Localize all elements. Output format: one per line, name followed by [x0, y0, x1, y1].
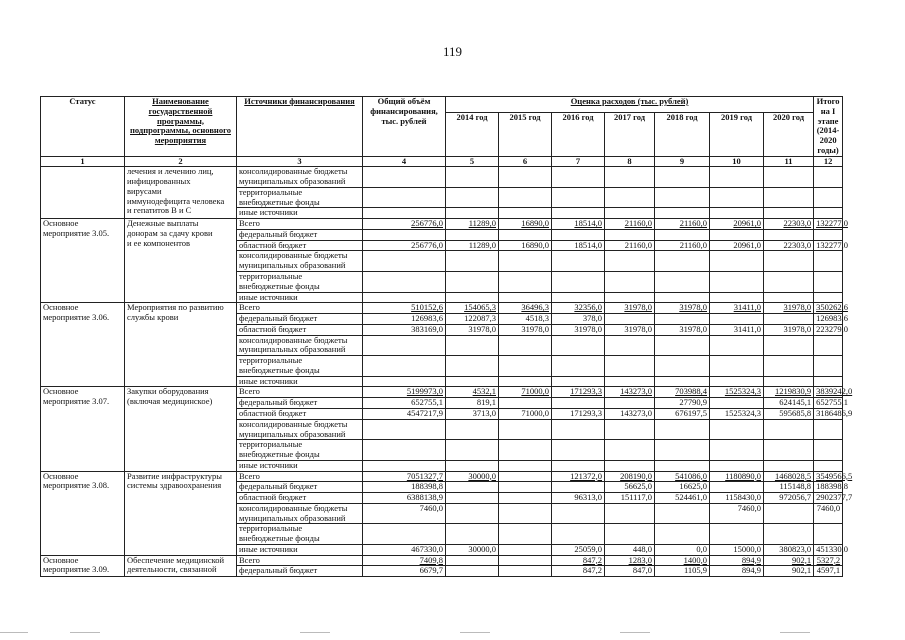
- value-cell: 132277,0: [814, 219, 843, 230]
- name-line: системы здравоохранения: [127, 480, 222, 491]
- column-number: 12: [814, 156, 843, 167]
- measure-code: мероприятие 3.08.: [43, 480, 110, 491]
- source-cell: [237, 251, 363, 272]
- value-cell: 7051327,7: [363, 471, 446, 482]
- value-cell: 31978,0: [446, 324, 499, 335]
- value-cell: 143273,0: [605, 408, 655, 419]
- value-cell: 847,0: [605, 566, 655, 577]
- column-number: 5: [446, 156, 499, 167]
- source-cell: областной бюджет: [237, 493, 363, 504]
- source-cell: областной бюджет: [237, 240, 363, 251]
- value-cell: 21160,0: [605, 240, 655, 251]
- value-cell: 71000,0: [499, 387, 552, 398]
- measure-code: мероприятие 3.09.: [43, 564, 110, 575]
- value-cell: [655, 503, 710, 524]
- value-cell: 6388138,9: [363, 493, 446, 504]
- header-year: 2016 год: [552, 112, 605, 156]
- source-cell: [237, 503, 363, 524]
- name-cell: [125, 219, 237, 303]
- source-cell: областной бюджет: [237, 324, 363, 335]
- value-cell: 31978,0: [605, 303, 655, 314]
- value-cell: 56625,0: [605, 482, 655, 493]
- value-cell: 171293,3: [552, 408, 605, 419]
- value-cell: [446, 555, 499, 566]
- status-label: Основное: [43, 470, 79, 481]
- source-line: внебюджетные фонды: [239, 280, 320, 291]
- source-line: муниципальных образований: [239, 344, 346, 355]
- value-cell: 451330,0: [814, 544, 843, 555]
- status-label: Основное: [43, 554, 79, 565]
- value-cell: 6679,7: [363, 566, 446, 577]
- value-cell: 1468028,5: [764, 471, 814, 482]
- value-cell: 154065,3: [446, 303, 499, 314]
- value-cell: 31978,0: [552, 324, 605, 335]
- value-cell: 1283,0: [605, 555, 655, 566]
- value-cell: [499, 544, 552, 555]
- value-cell: 624145,1: [764, 398, 814, 409]
- value-cell: [552, 482, 605, 493]
- header-year: 2019 год: [710, 112, 764, 156]
- measure-code: мероприятие 3.06.: [43, 312, 110, 323]
- name-line: иммунодефицита человека: [127, 195, 225, 206]
- value-cell: [499, 471, 552, 482]
- value-cell: 96313,0: [552, 493, 605, 504]
- value-cell: 31978,0: [655, 324, 710, 335]
- value-cell: 1158430,0: [710, 493, 764, 504]
- value-cell: 18514,0: [552, 240, 605, 251]
- value-cell: [552, 503, 605, 524]
- value-cell: [710, 482, 764, 493]
- source-line: консолидированные бюджеты: [239, 502, 348, 513]
- source-line: консолидированные бюджеты: [239, 418, 348, 429]
- column-number: 1: [41, 156, 125, 167]
- header-year: 2015 год: [499, 112, 552, 156]
- value-cell: 4518,3: [499, 314, 552, 325]
- value-cell: [605, 503, 655, 524]
- value-cell: 448,0: [605, 544, 655, 555]
- name-line: донорам за сдачу крови: [127, 227, 213, 238]
- header-year: 2018 год: [655, 112, 710, 156]
- value-cell: 902,1: [764, 555, 814, 566]
- header-sources: Источники финансирования: [237, 97, 363, 157]
- scan-line: [300, 632, 330, 633]
- value-cell: [499, 493, 552, 504]
- status-label: Основное: [43, 218, 79, 229]
- scan-line: [70, 632, 100, 633]
- source-cell: [237, 440, 363, 461]
- value-cell: 31411,0: [710, 303, 764, 314]
- source-cell: Всего: [237, 219, 363, 230]
- status-cell: [41, 555, 125, 577]
- source-line: территориальные: [239, 355, 303, 366]
- table-row: [41, 167, 843, 188]
- value-cell: 383169,0: [363, 324, 446, 335]
- value-cell: 4547217,9: [363, 408, 446, 419]
- value-cell: 847,2: [552, 555, 605, 566]
- column-number: 3: [237, 156, 363, 167]
- value-cell: 467330,0: [363, 544, 446, 555]
- source-cell: иные источники: [237, 208, 363, 219]
- value-cell: 223279,0: [814, 324, 843, 335]
- value-cell: 11289,0: [446, 219, 499, 230]
- source-cell: федеральный бюджет: [237, 229, 363, 240]
- source-line: территориальные: [239, 271, 303, 282]
- value-cell: [499, 482, 552, 493]
- value-cell: 350262,6: [814, 303, 843, 314]
- value-cell: 31978,0: [605, 324, 655, 335]
- header-status: Статус: [41, 97, 125, 157]
- table-row: [41, 555, 843, 566]
- value-cell: 972056,7: [764, 493, 814, 504]
- status-cell: [41, 167, 125, 219]
- header-year: 2017 год: [605, 112, 655, 156]
- value-cell: 115148,8: [764, 482, 814, 493]
- value-cell: 188398,8: [814, 482, 843, 493]
- source-cell: [237, 419, 363, 440]
- scan-line: [0, 632, 28, 633]
- value-cell: 122087,3: [446, 314, 499, 325]
- status-label: Основное: [43, 386, 79, 397]
- value-cell: [552, 398, 605, 409]
- value-cell: [446, 493, 499, 504]
- value-cell: 1400,0: [655, 555, 710, 566]
- source-line: внебюджетные фонды: [239, 196, 320, 207]
- table-row: [41, 387, 843, 398]
- table-row: [41, 471, 843, 482]
- name-line: деятельности, связанной: [127, 564, 217, 575]
- header-year: 2014 год: [446, 112, 499, 156]
- value-cell: 1525324,3: [710, 408, 764, 419]
- name-cell: [125, 471, 237, 555]
- source-line: внебюджетные фонды: [239, 449, 320, 460]
- source-cell: [237, 356, 363, 377]
- source-cell: [237, 187, 363, 208]
- source-cell: федеральный бюджет: [237, 314, 363, 325]
- value-cell: [710, 314, 764, 325]
- column-number: 6: [499, 156, 552, 167]
- name-line: Мероприятия по развитию: [127, 302, 224, 313]
- value-cell: 31978,0: [655, 303, 710, 314]
- value-cell: 7460,0: [363, 503, 446, 524]
- value-cell: 847,2: [552, 566, 605, 577]
- value-cell: 25059,0: [552, 544, 605, 555]
- source-cell: иные источники: [237, 544, 363, 555]
- value-cell: 541086,0: [655, 471, 710, 482]
- value-cell: 2902377,7: [814, 493, 843, 504]
- status-cell: [41, 471, 125, 555]
- value-cell: [764, 314, 814, 325]
- value-cell: 16890,0: [499, 219, 552, 230]
- measure-code: мероприятие 3.05.: [43, 227, 110, 238]
- source-line: территориальные: [239, 523, 303, 534]
- name-line: и гепатитов В и С: [127, 205, 192, 216]
- value-cell: 524461,0: [655, 493, 710, 504]
- source-cell: Всего: [237, 471, 363, 482]
- value-cell: 132277,0: [814, 240, 843, 251]
- column-number: 11: [764, 156, 814, 167]
- column-number: 2: [125, 156, 237, 167]
- name-line: Развитие инфраструктуры: [127, 470, 223, 481]
- name-line: службы крови: [127, 312, 179, 323]
- source-line: внебюджетные фонды: [239, 533, 320, 544]
- value-cell: [605, 314, 655, 325]
- value-cell: 902,1: [764, 566, 814, 577]
- budget-table: [40, 96, 853, 577]
- value-cell: 126983,6: [814, 314, 843, 325]
- value-cell: 7460,0: [710, 503, 764, 524]
- value-cell: 256776,0: [363, 240, 446, 251]
- value-cell: 5327,2: [814, 555, 843, 566]
- value-cell: 31411,0: [710, 324, 764, 335]
- status-cell: [41, 219, 125, 303]
- scan-line: [780, 632, 810, 633]
- value-cell: 11289,0: [446, 240, 499, 251]
- source-line: территориальные: [239, 186, 303, 197]
- column-numbers-row: [41, 156, 843, 167]
- value-cell: 703988,4: [655, 387, 710, 398]
- value-cell: [446, 503, 499, 524]
- value-cell: 7460,0: [814, 503, 843, 524]
- source-cell: федеральный бюджет: [237, 482, 363, 493]
- value-cell: 22303,0: [764, 219, 814, 230]
- value-cell: 15000,0: [710, 544, 764, 555]
- value-cell: 21160,0: [655, 219, 710, 230]
- value-cell: 188398,8: [363, 482, 446, 493]
- value-cell: 894,9: [710, 555, 764, 566]
- value-cell: 151117,0: [605, 493, 655, 504]
- value-cell: [499, 555, 552, 566]
- value-cell: [499, 566, 552, 577]
- value-cell: [446, 482, 499, 493]
- source-cell: [237, 167, 363, 188]
- value-cell: 16890,0: [499, 240, 552, 251]
- value-cell: 71000,0: [499, 408, 552, 419]
- value-cell: 7409,8: [363, 555, 446, 566]
- value-cell: 22303,0: [764, 240, 814, 251]
- value-cell: 652755,1: [363, 398, 446, 409]
- value-cell: 1105,9: [655, 566, 710, 577]
- source-cell: иные источники: [237, 376, 363, 387]
- value-cell: 5199973,0: [363, 387, 446, 398]
- page-number: 119: [442, 44, 463, 59]
- value-cell: 20961,0: [710, 219, 764, 230]
- source-cell: [237, 335, 363, 356]
- measure-code: мероприятие 3.07.: [43, 396, 110, 407]
- value-cell: 1219830,9: [764, 387, 814, 398]
- value-cell: 3839242,0: [814, 387, 843, 398]
- value-cell: 21160,0: [605, 219, 655, 230]
- value-cell: 4532,1: [446, 387, 499, 398]
- value-cell: [446, 566, 499, 577]
- scan-line: [620, 632, 650, 633]
- value-cell: 256776,0: [363, 219, 446, 230]
- source-cell: Всего: [237, 555, 363, 566]
- value-cell: 20961,0: [710, 240, 764, 251]
- value-cell: 819,1: [446, 398, 499, 409]
- source-line: муниципальных образований: [239, 428, 346, 439]
- header-year: 2020 год: [764, 112, 814, 156]
- value-cell: 3549566,5: [814, 471, 843, 482]
- value-cell: 0,0: [655, 544, 710, 555]
- column-number: 8: [605, 156, 655, 167]
- value-cell: 143273,0: [605, 387, 655, 398]
- value-cell: [710, 398, 764, 409]
- name-line: лечения и лечению лиц,: [127, 166, 214, 177]
- value-cell: 208190,0: [605, 471, 655, 482]
- value-cell: 894,9: [710, 566, 764, 577]
- name-line: инфицированных: [127, 176, 191, 187]
- name-cell: [125, 303, 237, 387]
- value-cell: 31978,0: [764, 303, 814, 314]
- name-line: Денежные выплаты: [127, 218, 199, 229]
- name-line: Закупки оборудования: [127, 386, 209, 397]
- name-cell: [125, 555, 237, 577]
- value-cell: 3186486,9: [814, 408, 843, 419]
- value-cell: 676197,5: [655, 408, 710, 419]
- source-line: консолидированные бюджеты: [239, 166, 348, 177]
- scan-line: [460, 632, 490, 633]
- header-total: Общий объём финансирования, тыс. рублей: [363, 97, 446, 157]
- name-cell: [125, 167, 237, 219]
- table-row: [41, 219, 843, 230]
- value-cell: [499, 398, 552, 409]
- status-cell: [41, 303, 125, 387]
- value-cell: 121372,0: [552, 471, 605, 482]
- column-number: 9: [655, 156, 710, 167]
- source-line: муниципальных образований: [239, 512, 346, 523]
- source-line: внебюджетные фонды: [239, 364, 320, 375]
- value-cell: 3713,0: [446, 408, 499, 419]
- value-cell: 595685,8: [764, 408, 814, 419]
- value-cell: 16625,0: [655, 482, 710, 493]
- value-cell: 171293,3: [552, 387, 605, 398]
- name-line: вирусами: [127, 185, 162, 196]
- value-cell: 126983,6: [363, 314, 446, 325]
- source-line: консолидированные бюджеты: [239, 334, 348, 345]
- header-estimate: Оценка расходов (тыс. рублей): [446, 97, 814, 113]
- header-program-name: Наименование государственной программы, подпрограммы, основного мероприятия: [125, 97, 237, 157]
- value-cell: 31978,0: [764, 324, 814, 335]
- value-cell: 27790,9: [655, 398, 710, 409]
- name-cell: [125, 387, 237, 471]
- value-cell: 1525324,3: [710, 387, 764, 398]
- value-cell: 31978,0: [499, 324, 552, 335]
- column-number: 7: [552, 156, 605, 167]
- column-number: 10: [710, 156, 764, 167]
- table-row: [41, 303, 843, 314]
- value-cell: [764, 503, 814, 524]
- source-cell: иные источники: [237, 460, 363, 471]
- value-cell: 510152,6: [363, 303, 446, 314]
- name-line: (включая медицинское): [127, 396, 213, 407]
- source-cell: [237, 272, 363, 293]
- header-stage-total: Итого на I этапе (2014-2020 годы): [814, 97, 843, 157]
- value-cell: 1180890,0: [710, 471, 764, 482]
- status-cell: [41, 387, 125, 471]
- source-line: территориальные: [239, 439, 303, 450]
- source-cell: федеральный бюджет: [237, 398, 363, 409]
- value-cell: 380823,0: [764, 544, 814, 555]
- value-cell: 652755,1: [814, 398, 843, 409]
- value-cell: 32356,0: [552, 303, 605, 314]
- source-line: муниципальных образований: [239, 176, 346, 187]
- source-line: муниципальных образований: [239, 260, 346, 271]
- value-cell: 4597,1: [814, 566, 843, 577]
- value-cell: 30000,0: [446, 544, 499, 555]
- value-cell: 30000,0: [446, 471, 499, 482]
- source-cell: [237, 524, 363, 545]
- source-cell: федеральный бюджет: [237, 566, 363, 577]
- value-cell: [499, 503, 552, 524]
- value-cell: 18514,0: [552, 219, 605, 230]
- source-line: консолидированные бюджеты: [239, 250, 348, 261]
- status-label: Основное: [43, 302, 79, 313]
- source-cell: Всего: [237, 303, 363, 314]
- value-cell: 21160,0: [655, 240, 710, 251]
- value-cell: 36496,3: [499, 303, 552, 314]
- value-cell: [605, 398, 655, 409]
- name-line: Обеспечение медицинской: [127, 554, 225, 565]
- column-number: 4: [363, 156, 446, 167]
- source-cell: иные источники: [237, 292, 363, 303]
- name-line: и ее компонентов: [127, 237, 191, 248]
- value-cell: [655, 314, 710, 325]
- value-cell: 378,0: [552, 314, 605, 325]
- source-cell: областной бюджет: [237, 408, 363, 419]
- source-cell: Всего: [237, 387, 363, 398]
